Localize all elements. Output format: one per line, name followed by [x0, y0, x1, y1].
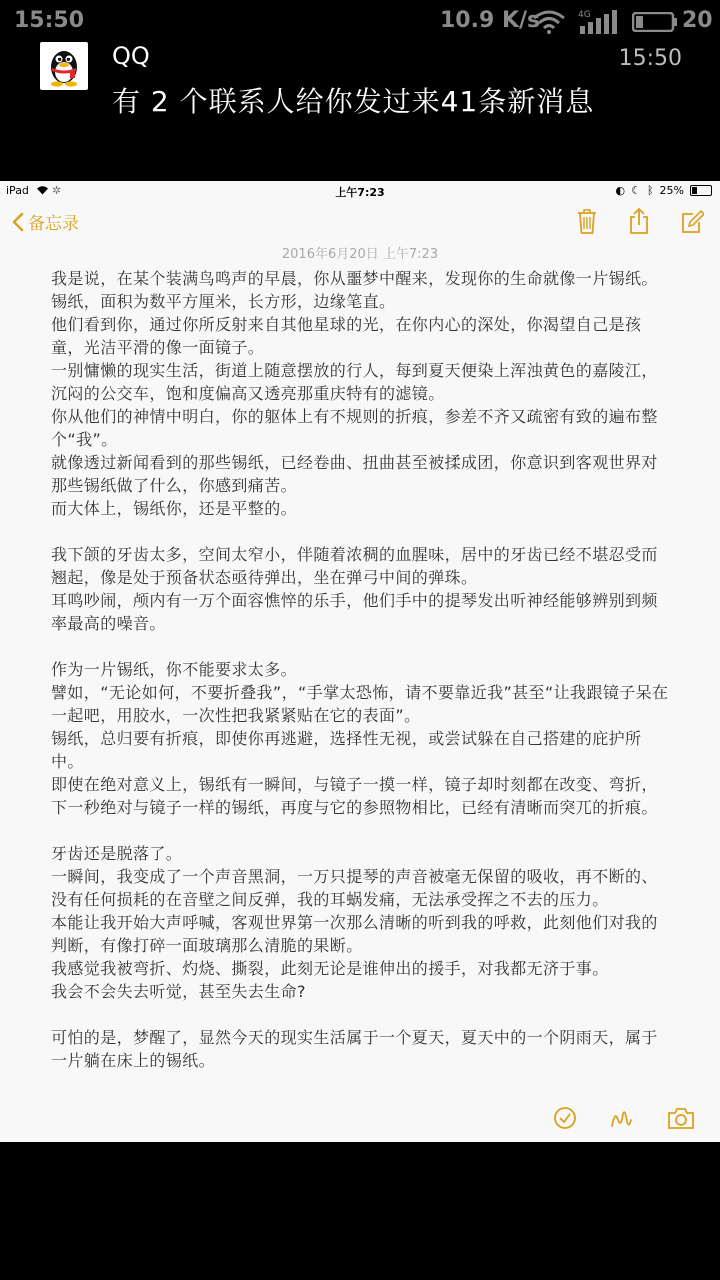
ipad-battery-percent: 25% [659, 184, 684, 197]
trash-icon[interactable] [575, 207, 599, 235]
activity-spinner-icon: ✲ [52, 184, 62, 197]
note-paragraph: 耳鸣吵闹，颅内有一万个面容憔悴的乐手，他们手中的提琴发出听神经能够辨别到频率最高的噪音。 [51, 591, 658, 633]
note-paragraph: 可怕的是，梦醒了，显然今天的现实生活属于一个夏天，夏天中的一个阴雨天，属于一片躺在床上的锡纸。 [51, 1028, 658, 1070]
ipad-notes-screenshot [0, 181, 720, 1142]
back-to-notes-button[interactable] [12, 209, 79, 234]
notification-app-name: QQ [112, 42, 150, 70]
note-paragraph: 就像透过新闻看到的那些锡纸，已经卷曲、扭曲甚至被揉成团，你意识到客观世界对那些锡纸做了什么，你感到痛苦。 [51, 453, 658, 495]
note-paragraph: 锡纸，面积为数平方厘米，长方形，边缘笔直。 [51, 292, 396, 311]
note-paragraph: 你从他们的神情中明白，你的躯体上有不规则的折痕，参差不齐又疏密有致的遍布整个“我”。 [51, 407, 658, 449]
qq-notification[interactable] [0, 40, 720, 180]
status-time: 15:50 [14, 8, 85, 33]
android-status-bar [0, 0, 720, 44]
checklist-icon[interactable] [553, 1106, 577, 1130]
back-button-label: 备忘录 [28, 214, 79, 234]
blank-line [51, 520, 671, 543]
note-paragraph: 我会不会失去听觉，甚至失去生命? [51, 982, 306, 1001]
cellular-signal-icon [578, 8, 618, 36]
note-paragraph: 而大体上，锡纸你，还是平整的。 [51, 499, 298, 518]
battery-icon [632, 12, 678, 32]
ipad-battery-fill [692, 187, 697, 194]
notes-toolbar [0, 203, 720, 247]
battery-level: 20 [682, 8, 713, 33]
note-paragraph: 作为一片锡纸，你不能要求太多。 [51, 660, 298, 679]
wifi-icon [532, 10, 566, 34]
note-paragraph: 本能让我开始大声呼喊，客观世界第一次那么清晰的听到我的呼救，此刻他们对我的判断，有像打碎一面玻璃那么清脆的果断。 [51, 913, 658, 955]
note-paragraph: 锡纸，总归要有折痕，即使你再逃避，选择性无视，或尝试躲在自己搭建的庇护所中。 [51, 729, 642, 771]
qq-penguin-icon [40, 42, 88, 90]
bluetooth-icon: ᛒ [646, 184, 654, 197]
chevron-left-icon [12, 212, 24, 232]
ipad-status-bar [0, 181, 720, 201]
ipad-status-time: 上午7:23 [335, 186, 385, 199]
camera-icon[interactable] [667, 1106, 695, 1130]
notes-bottom-toolbar [0, 1098, 720, 1142]
note-paragraph: 一瞬间，我变成了一个声音黑洞，一万只提琴的声音被毫无保留的吸收，再不断的、没有任何损耗的在音壁之间反弹，我的耳蜗发痛，无法承受挥之不去的压力。 [51, 867, 658, 909]
ipad-device-label: iPad [6, 184, 29, 197]
note-paragraph: 譬如，“无论如何，不要折叠我”，“手掌太恐怖，请不要靠近我”甚至“让我跟镜子呆在一起吧，用胶水，一次性把我紧紧贴在它的表面”。 [51, 683, 669, 725]
notification-time: 15:50 [618, 46, 682, 71]
rotation-lock-icon: ◐ [615, 184, 626, 197]
note-paragraph: 我感觉我被弯折、灼烧、撕裂，此刻无论是谁伸出的援手，对我都无济于事。 [51, 959, 609, 978]
note-body[interactable] [51, 267, 671, 1072]
blank-line [51, 635, 671, 658]
notification-message: 有 2 个联系人给你发过来41条新消息 [112, 85, 595, 118]
note-paragraph: 我是说，在某个装满鸟鸣声的早晨，你从噩梦中醒来，发现你的生命就像一片锡纸。 [51, 269, 658, 288]
note-paragraph: 一别慵懒的现实生活，街道上随意摆放的行人，每到夏天便染上浑浊黄色的嘉陵江，沉闷的公交车，饱和度偏高又透亮那重庆特有的滤镜。 [51, 361, 658, 403]
moon-icon: ☾ [631, 184, 641, 197]
blank-line [51, 819, 671, 842]
network-type-label: 4G [578, 10, 591, 20]
note-paragraph: 我下颌的牙齿太多，空间太窄小，伴随着浓稠的血腥味，居中的牙齿已经不堪忍受而翘起，像是处于预备状态亟待弹出，坐在弹弓中间的弹珠。 [51, 545, 658, 587]
ipad-battery-icon [690, 185, 712, 196]
note-paragraph: 他们看到你，通过你所反射来自其他星球的光，在你内心的深处，你渴望自己是孩童，光洁平滑的像一面镜子。 [51, 315, 642, 357]
note-paragraph: 即使在绝对意义上，锡纸有一瞬间，与镜子一摸一样，镜子却时刻都在改变、弯折，下一秒绝对与镜子一样的锡纸，再度与它的参照物相比，已经有清晰而突兀的折痕。 [51, 775, 658, 817]
note-date: 2016年6月20日 上午7:23 [281, 247, 439, 262]
note-paragraph: 牙齿还是脱落了。 [51, 844, 183, 863]
sketch-icon[interactable] [609, 1106, 633, 1132]
network-speed: 10.9 K/s [440, 8, 541, 33]
blank-line [51, 1003, 671, 1026]
share-icon[interactable] [627, 207, 651, 235]
compose-icon[interactable] [680, 207, 704, 235]
